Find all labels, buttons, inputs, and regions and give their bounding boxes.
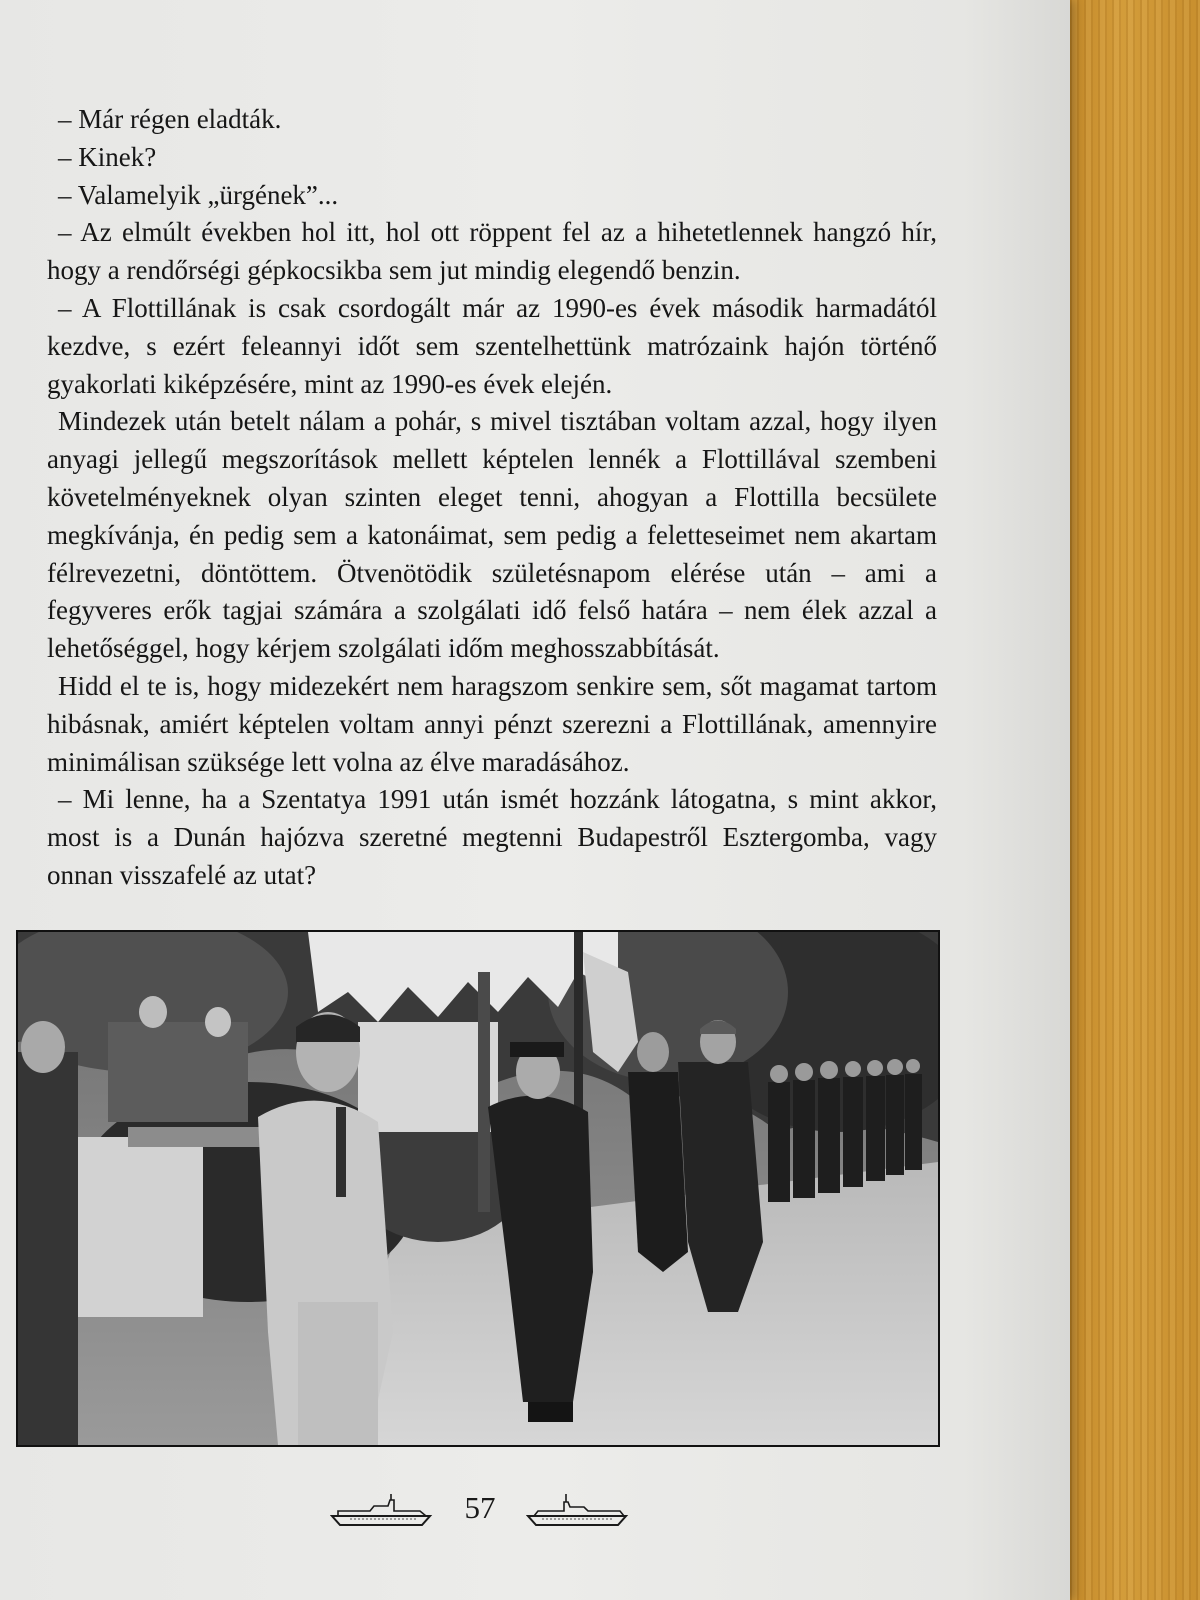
paragraph: – Az elmúlt években hol itt, hol ott röppent fel az a hihetetlennek hangzó hír, hogy a rendőrségi gépkocsikba sem jut mindig elegendő benzin. <box>47 217 937 286</box>
paragraph: Mindezek után betelt nálam a pohár, s mivel tisztában voltam azzal, hogy ilyen anyagi jellegű megszorítások mellett képtelen lennék a Flottillával szembeni követelményeknek olyan szinten eleget tenni, ahogyan a Flottilla becsülete megkívánja, én pedig sem a katonáimat, sem pedig a feletteseimet nem akartam félrevezetni, döntöttem. Ötvenötödik születésnapom elérése után – ami a fegyveres erők tagjai számára a szolgálati idő felső határa – nem élek azzal a lehetőséggel, hogy kérjem szolgálati időm meghosszabbítását. <box>47 406 937 664</box>
paragraph: – Valamelyik „ürgének”... <box>58 179 339 210</box>
ceremony-photograph <box>16 930 940 1447</box>
ship-icon <box>330 1492 434 1532</box>
paragraph: – Már régen eladták. <box>58 104 282 134</box>
paragraph: – Mi lenne, ha a Szentatya 1991 után ismét hozzánk látogatna, s mint akkor, most is a Dunán hajózva szeretné megtenni Budapestről Esztergomba, vagy onnan visszafelé az utat? <box>47 784 937 890</box>
paragraph: Hidd el te is, hogy midezekért nem haragszom senkire sem, sőt magamat tartom hibásnak, amiért képtelen voltam annyi pénzt szerezni a Flottillának, amennyire minimálisan szüksége lett volna az élve maradásához. <box>47 670 937 777</box>
ship-icon <box>526 1492 630 1532</box>
photograph-illustration <box>18 932 938 1445</box>
page-footer <box>330 1486 630 1536</box>
wooden-surface <box>1070 0 1200 1600</box>
page-number: 57 <box>464 1490 496 1525</box>
paragraph: – A Flottillának is csak csordogált már az 1990-es évek második harmadától kezdve, s ezért feleannyi időt sem szentelhettünk matrózaink hajón történő gyakorlati kiképzésére, mint az 1990-es évek elején. <box>47 292 937 399</box>
paragraph: – Kinek? <box>58 141 157 172</box>
body-text <box>47 101 937 895</box>
